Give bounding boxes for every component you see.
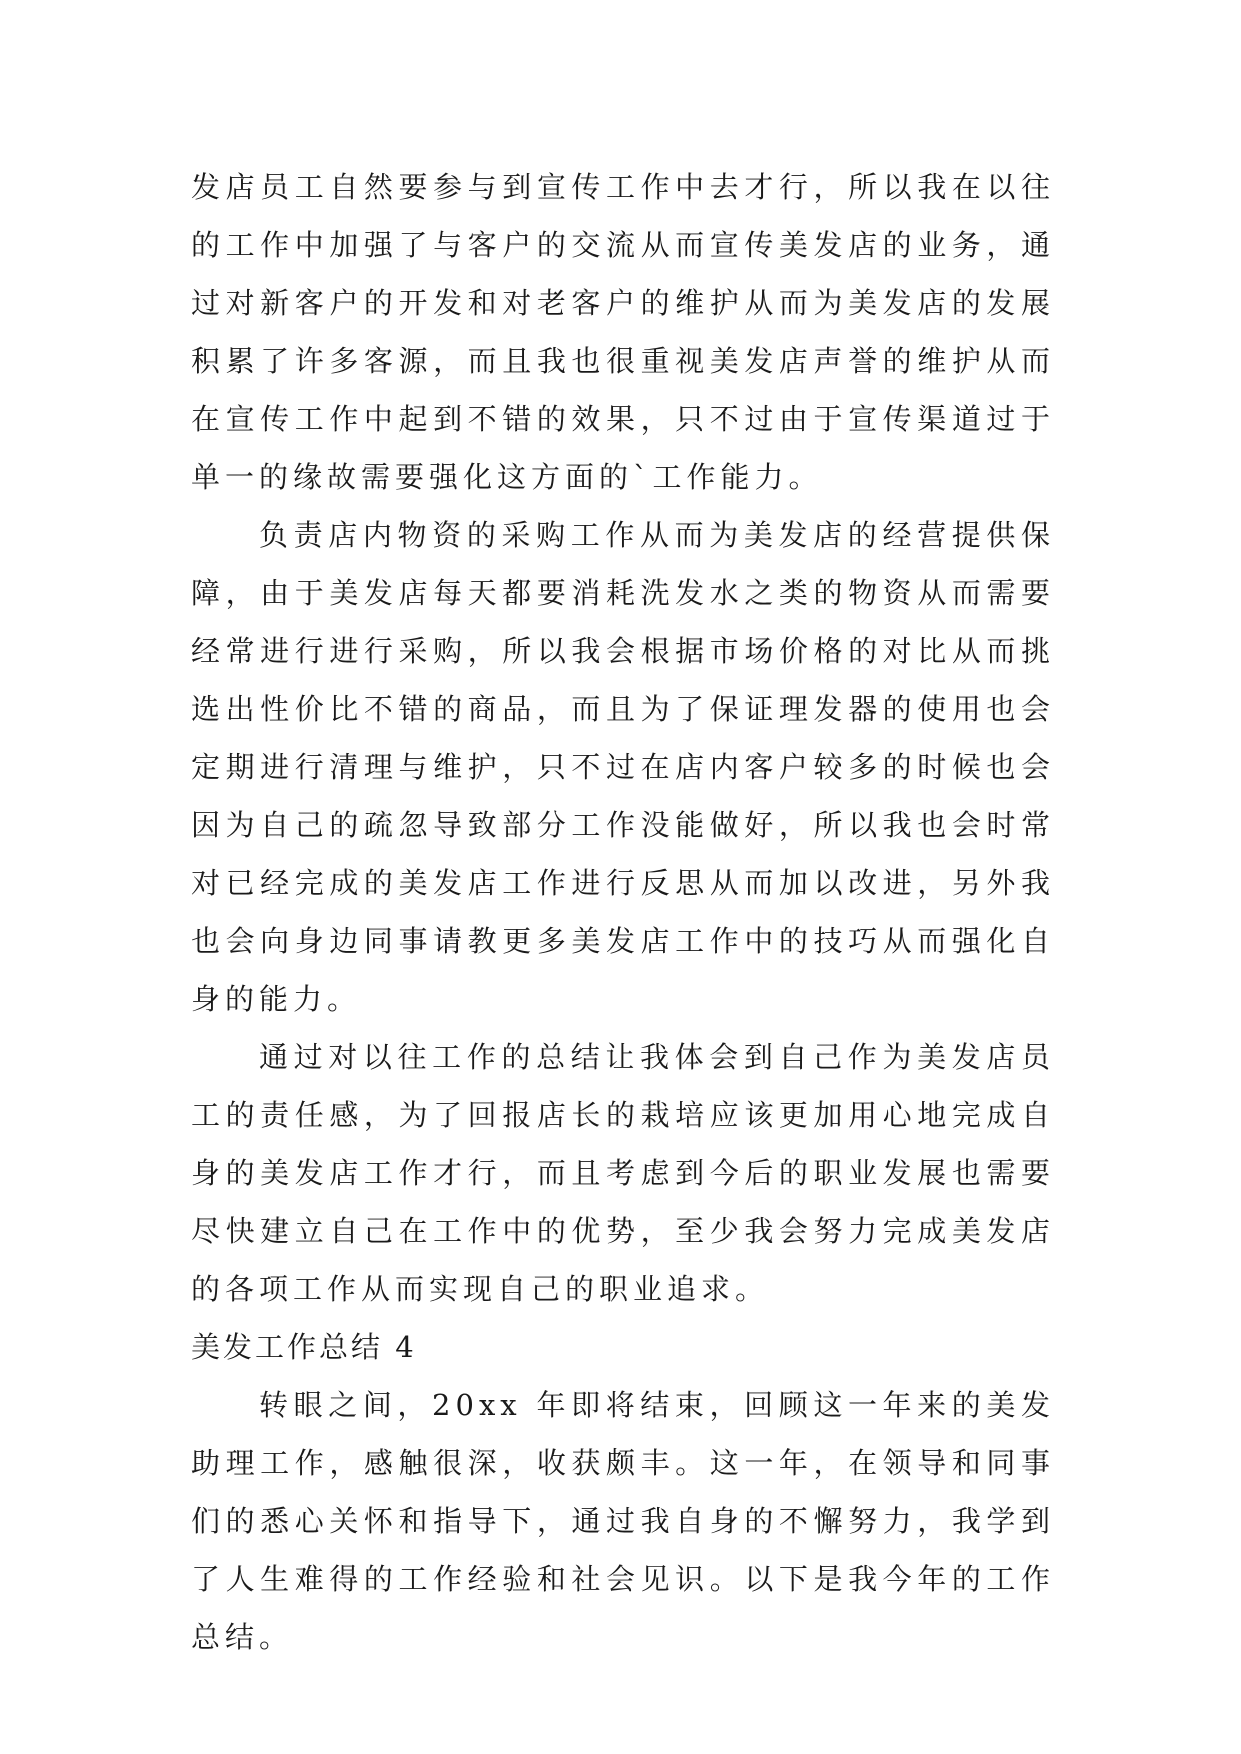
- paragraph-purchasing-work: 负责店内物资的采购工作从而为美发店的经营提供保障，由于美发店每天都要消耗洗发水之类的物资从而需要经常进行进行采购，所以我会根据市场价格的对比从而挑选出性价比不错的商品，而且为了保证理发器的使用也会定期进行清理与维护，只不过在店内客户较多的时候也会因为自己的疏忽导致部分工作没能做好，所以我也会时常对已经完成的美发店工作进行反思从而加以改进，另外我也会向身边同事请教更多美发店工作中的技巧从而强化自身的能力。: [191, 518, 1055, 1016]
- paragraph-promotion-work: 发店员工自然要参与到宣传工作中去才行，所以我在以往的工作中加强了与客户的交流从而宣传美发店的业务，通过对新客户的开发和对老客户的维护从而为美发店的发展积累了许多客源，而且我也很重视美发店声誉的维护从而在宣传工作中起到不错的效果，只不过由于宣传渠道过于单一的缘故需要强化这方面的`工作能力。: [191, 170, 1055, 494]
- paragraph-year-review: 转眼之间，20xx 年即将结束，回顾这一年来的美发助理工作，感触很深，收获颇丰。这一年，在领导和同事们的悉心关怀和指导下，通过我自身的不懈努力，我学到了人生难得的工作经验和社会见识。以下是我今年的工作总结。: [191, 1388, 1055, 1654]
- section-heading: 美发工作总结 4: [191, 1330, 417, 1364]
- paragraph-summary-reflection: 通过对以往工作的总结让我体会到自己作为美发店员工的责任感，为了回报店长的栽培应该更加用心地完成自身的美发店工作才行，而且考虑到今后的职业发展也需要尽快建立自己在工作中的优势，至少我会努力完成美发店的各项工作从而实现自己的职业追求。: [191, 1040, 1055, 1306]
- document-body: [191, 158, 1055, 1666]
